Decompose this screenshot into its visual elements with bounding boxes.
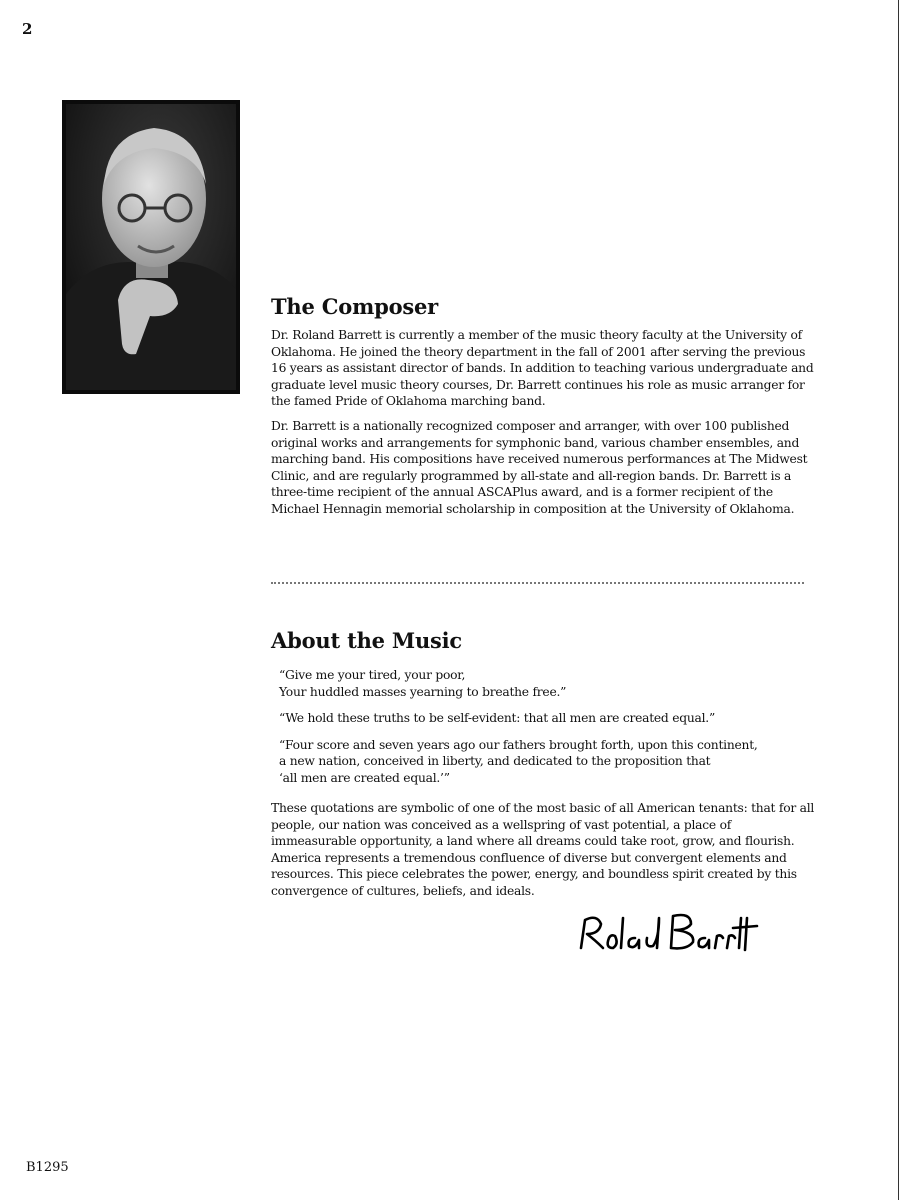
music-heading: About the Music (271, 628, 463, 653)
music-section (271, 628, 816, 908)
page-edge (898, 0, 899, 1200)
composer-section (271, 294, 816, 526)
quote-3: “Four score and seven years ago our fathers brought forth, upon this continent, a new nation, conceived in liberty, and dedicated to the proposition that ‘all men are created equal.’” (279, 737, 758, 785)
quote-2: “We hold these truths to be self-evident: that all men are created equal.” (279, 711, 715, 725)
composer-heading: The Composer (271, 294, 439, 319)
document-code: B1295 (26, 1160, 69, 1175)
page-number: 2 (22, 20, 33, 38)
composer-paragraph-1: Dr. Roland Barrett is currently a member of the music theory faculty at the University of Oklahoma. He joined the theory department in the fall of 2001 after serving the previous 16 years as assistant director of bands. In addition to teaching various undergraduate and graduate level music theory courses, Dr. Barrett continues his role as music arranger for the famed Pride of Oklahoma marching band. (271, 328, 814, 409)
music-paragraph: These quotations are symbolic of one of the most basic of all American tenants: that for all people, our nation was conceived as a wellspring of vast potential, a place of immeasurable opportunity, a land where all dreams could take root, grow, and flourish. America represents a tremendous confluence of diverse but convergent elements and resources. This piece celebrates the power, energy, and boundless spirit created by this convergence of cultures, beliefs, and ideals. (271, 801, 815, 898)
composer-photo (62, 100, 240, 394)
quote-1: “Give me your tired, your poor, Your huddled masses yearning to breathe free.” (279, 668, 567, 699)
composer-paragraph-2: Dr. Barrett is a nationally recognized composer and arranger, with over 100 published original works and arrangements for symphonic band, various chamber ensembles, and marching band. His compositions have received numerous performances at The Midwest Clinic, and are regularly programmed by all-state and all-region bands. Dr. Barrett is a three-time recipient of the annual ASCAPlus award, and is a former recipient of the Michael Hennagin memorial scholarship in composition at the University of Oklahoma. (271, 418, 808, 516)
section-divider (271, 582, 804, 584)
composer-signature (575, 908, 760, 958)
